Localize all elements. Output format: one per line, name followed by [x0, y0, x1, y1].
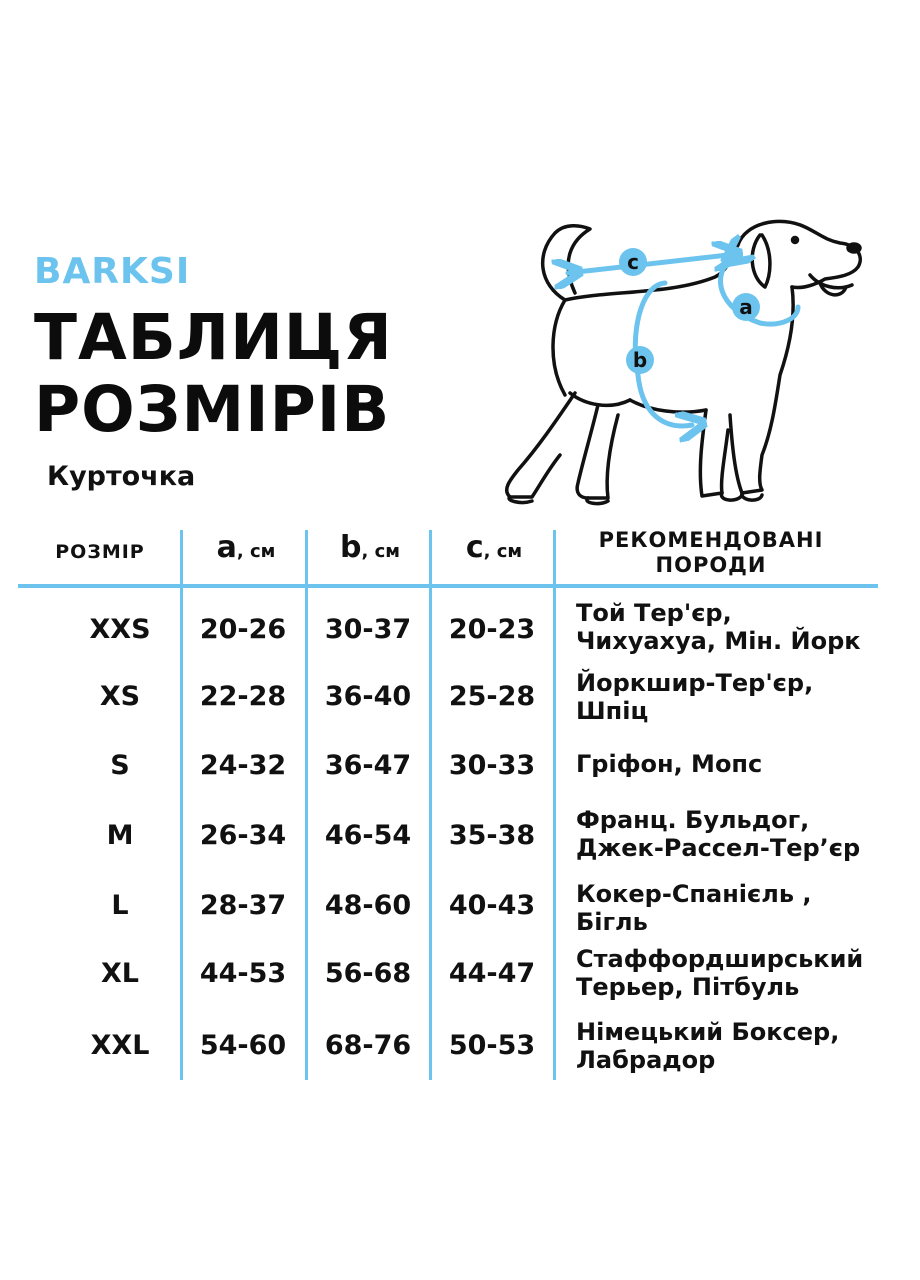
b-cell: 46-54 [324, 820, 412, 851]
header-divider [18, 584, 878, 588]
column-divider [553, 530, 556, 1080]
brand-name: BARKSI [34, 251, 191, 292]
breeds-cell [576, 750, 876, 778]
breed-line: Лабрадор [576, 1046, 716, 1074]
breeds-cell [576, 880, 876, 936]
c-cell: 30-33 [448, 750, 536, 781]
header-a-letter: a [216, 530, 237, 565]
size-cell: S [110, 750, 130, 781]
breed-line: Франц. Бульдог, [576, 806, 810, 834]
c-cell: 25-28 [448, 681, 536, 712]
b-cell: 48-60 [324, 890, 412, 921]
size-cell: XL [100, 958, 140, 989]
breeds-cell [576, 806, 876, 862]
size-cell: M [106, 820, 134, 851]
title-line-1: ТАБЛИЦЯ [34, 301, 393, 374]
a-cell: 20-26 [199, 614, 287, 645]
column-header-b [310, 530, 430, 565]
title-line-2: РОЗМІРІВ [34, 373, 391, 446]
breed-line: Шпіц [576, 697, 649, 725]
label-a: a [739, 295, 753, 319]
measure-a-line [720, 255, 798, 324]
product-subtitle: Курточка [47, 461, 196, 492]
measurement-lines [568, 255, 798, 426]
header-c-letter: c [465, 530, 484, 565]
column-header-size: РОЗМІР [55, 541, 145, 563]
breed-line: Німецький Боксер, [576, 1018, 840, 1046]
header-a-unit: , см [236, 541, 276, 562]
a-cell: 26-34 [199, 820, 287, 851]
breed-line: Той Тер'єр, [576, 599, 732, 627]
dog-measurement-diagram [480, 215, 880, 510]
breed-line: Стаффордширський [576, 945, 864, 973]
header-breeds-line-1: РЕКОМЕНДОВАНІ [598, 528, 824, 552]
header-c-unit: , см [483, 541, 523, 562]
b-cell: 30-37 [324, 614, 412, 645]
c-cell: 40-43 [448, 890, 536, 921]
c-cell: 50-53 [448, 1030, 536, 1061]
size-cell: XS [99, 681, 141, 712]
breeds-cell [576, 945, 876, 1001]
header-b-letter: b [340, 530, 362, 565]
column-header-c [434, 530, 554, 565]
breeds-cell [576, 669, 876, 725]
column-divider [180, 530, 183, 1080]
label-b: b [632, 348, 648, 372]
header-breeds-line-2: ПОРОДИ [655, 553, 767, 577]
b-cell: 68-76 [324, 1030, 412, 1061]
breeds-cell [576, 599, 876, 655]
column-header-a [186, 530, 306, 565]
size-cell: L [111, 890, 129, 921]
size-cell: XXS [89, 614, 151, 645]
a-cell: 44-53 [199, 958, 287, 989]
measure-c-line [568, 255, 728, 273]
a-cell: 24-32 [199, 750, 287, 781]
dog-outline [507, 221, 861, 503]
label-c: c [627, 250, 639, 274]
breed-line: Терьер, Пітбуль [576, 973, 800, 1001]
breeds-cell [576, 1018, 876, 1074]
breed-line: Гріфон, Мопс [576, 750, 763, 778]
a-cell: 54-60 [199, 1030, 287, 1061]
c-cell: 20-23 [448, 614, 536, 645]
a-cell: 22-28 [199, 681, 287, 712]
c-cell: 35-38 [448, 820, 536, 851]
header-b-unit: , см [361, 541, 400, 562]
page-title [34, 302, 393, 446]
size-cell: XXL [90, 1030, 150, 1061]
a-cell: 28-37 [199, 890, 287, 921]
b-cell: 36-40 [324, 681, 412, 712]
breed-line: Чихуахуа, Мін. Йорк [576, 627, 861, 655]
c-cell: 44-47 [448, 958, 536, 989]
breed-line: Джек-Рассел-Тер’єр [576, 834, 861, 862]
column-divider [429, 530, 432, 1080]
b-cell: 36-47 [324, 750, 412, 781]
column-divider [305, 530, 308, 1080]
breed-line: Кокер-Спанієль , [576, 880, 812, 908]
b-cell: 56-68 [324, 958, 412, 989]
column-header-breeds [566, 528, 856, 578]
breed-line: Йоркшир-Тер'єр, [576, 669, 814, 697]
breed-line: Бігль [576, 908, 648, 936]
